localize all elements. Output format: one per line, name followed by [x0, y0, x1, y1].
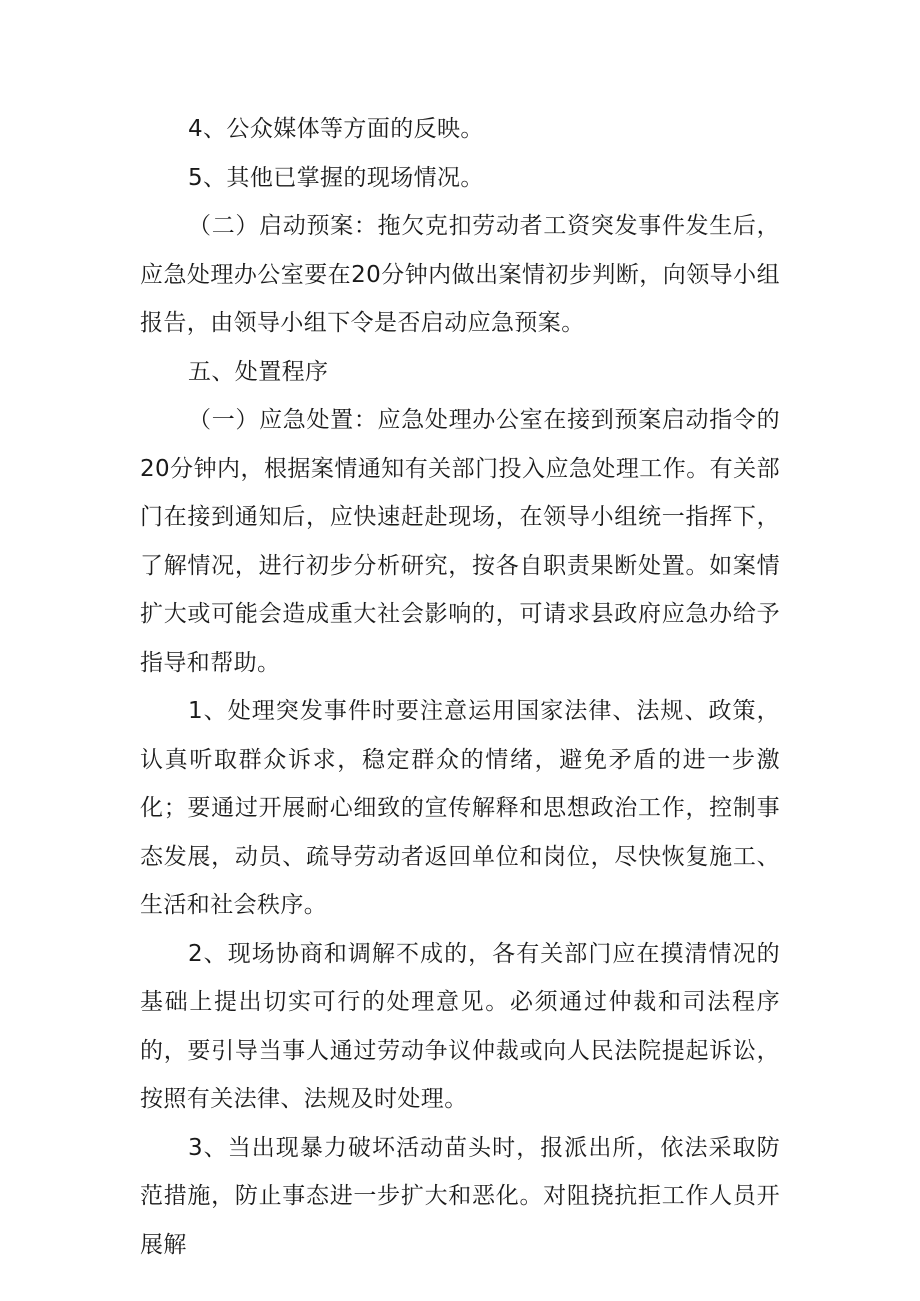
- document-body: [140, 105, 780, 1269]
- list-item-4: 4、公众媒体等方面的反映。: [188, 116, 484, 142]
- section-heading-procedure: 五、处置程序: [188, 358, 329, 385]
- list-item-3: 3、当出现暴力破坏活动苗头时，报派出所，依法采取防范措施，防止事态进一步扩大和恶化。对阻挠抗拒工作人员开展解: [140, 1134, 780, 1258]
- paragraph-start-plan: （二）启动预案：拖欠克扣劳动者工资突发事件发生后，应急处理办公室要在20分钟内做出案情初步判断，向领导小组报告，由领导小组下令是否启动应急预案。: [140, 213, 780, 336]
- list-item-2: 2、现场协商和调解不成的，各有关部门应在摸清情况的基础上提出切实可行的处理意见。必须通过仲裁和司法程序的，要引导当事人通过劳动争议仲裁或向人民法院提起诉讼，按照有关法律、法规及时处理。: [140, 940, 780, 1112]
- paragraph-emergency-handling: （一）应急处置：应急处理办公室在接到预案启动指令的20分钟内，根据案情通知有关部门投入应急处理工作。有关部门在接到通知后，应快速赶赴现场，在领导小组统一指挥下，了解情况，进行初步分析研究，按各自职责果断处置。如案情扩大或可能会造成重大社会影响的，可请求县政府应急办给予指导和帮助。: [140, 407, 780, 676]
- list-item-1: 1、处理突发事件时要注意运用国家法律、法规、政策，认真听取群众诉求，稳定群众的情绪，避免矛盾的进一步激化；要通过开展耐心细致的宣传解释和思想政治工作，控制事态发展，动员、疏导劳动者返回单位和岗位，尽快恢复施工、生活和社会秩序。: [140, 698, 780, 918]
- list-item-5: 5、其他已掌握的现场情况。: [188, 164, 484, 191]
